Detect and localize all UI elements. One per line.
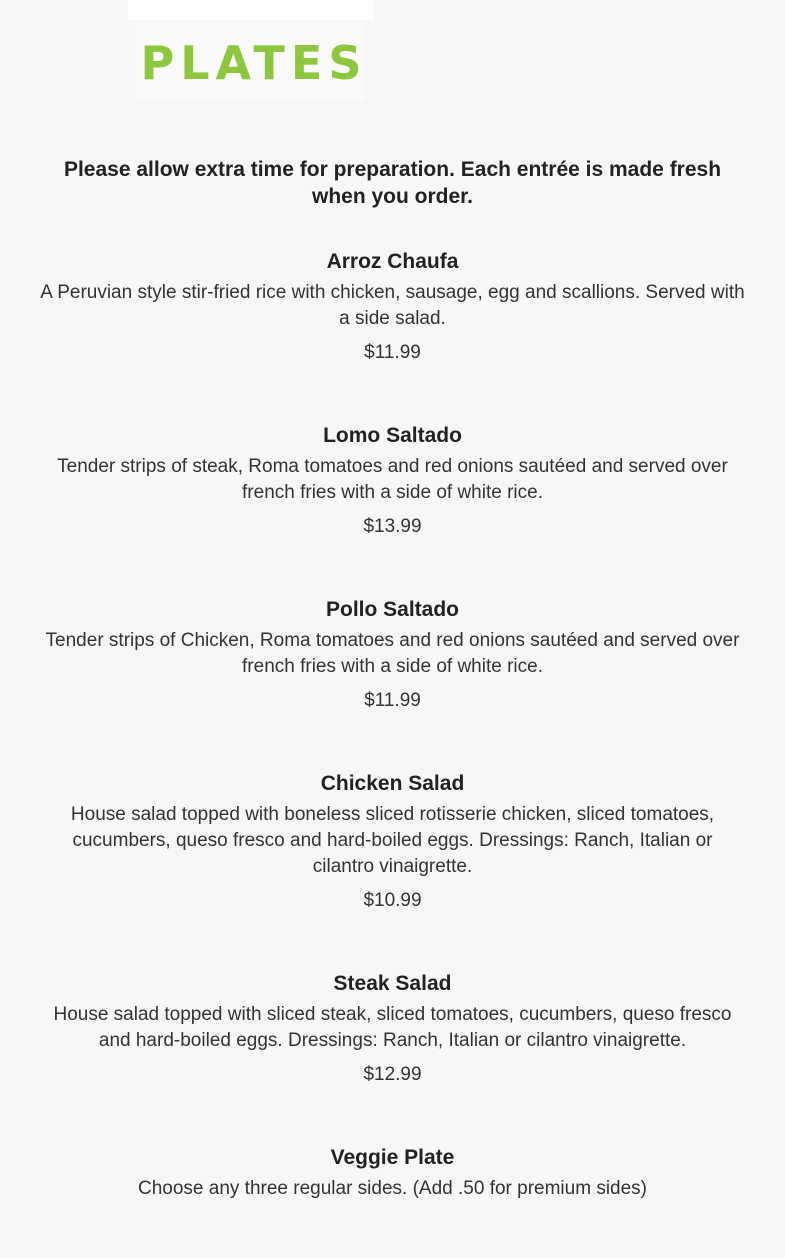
item-name: Pollo Saltado: [325, 598, 459, 621]
menu-list: [40, 248, 745, 1258]
menu-item-pollo-saltado: [40, 596, 745, 714]
item-name: Steak Salad: [333, 972, 452, 995]
item-description: House salad topped with boneless sliced rotisserie chicken, sliced tomatoes, cucumbers, queso fresco and hard-boiled eggs. Dressings: Ranch, Italian or cilantro vinaigrette.: [70, 804, 715, 877]
section-title: PLATES: [140, 35, 368, 90]
menu-item-chicken-salad: [40, 770, 745, 914]
item-price: $10.99: [363, 890, 422, 911]
item-price: $13.99: [363, 516, 422, 537]
item-description: Tender strips of Chicken, Roma tomatoes and red onions sautéed and served over french fries with a side of white rice.: [45, 630, 740, 677]
item-name: Chicken Salad: [320, 772, 465, 795]
item-price: $11.99: [364, 342, 421, 363]
item-description: Choose any three regular sides. (Add .50 for premium sides): [137, 1178, 648, 1199]
menu-item-veggie-plate: [40, 1144, 745, 1202]
item-price: $12.99: [363, 1064, 422, 1085]
item-name: Veggie Plate: [330, 1146, 455, 1169]
item-description: House salad topped with sliced steak, sliced tomatoes, cucumbers, queso fresco and hard-boiled eggs. Dressings: Ranch, Italian or cilantro vinaigrette.: [53, 1004, 732, 1051]
item-description: Tender strips of steak, Roma tomatoes and red onions sautéed and served over french fries with a side of white rice.: [57, 456, 728, 503]
item-name: Arroz Chaufa: [326, 250, 459, 273]
preparation-notice: Please allow extra time for preparation. Each entrée is made fresh when you order.: [63, 158, 722, 208]
item-description: A Peruvian style stir-fried rice with chicken, sausage, egg and scallions. Served with a side salad.: [40, 282, 745, 329]
menu-item-lomo-saltado: [40, 422, 745, 540]
menu-item-arroz-chaufa: [40, 248, 745, 366]
menu-item-steak-salad: [40, 970, 745, 1088]
header-strip: [128, 0, 373, 20]
item-name: Lomo Saltado: [323, 424, 462, 447]
item-price: $11.99: [364, 690, 421, 711]
section-title-box: [137, 24, 368, 101]
